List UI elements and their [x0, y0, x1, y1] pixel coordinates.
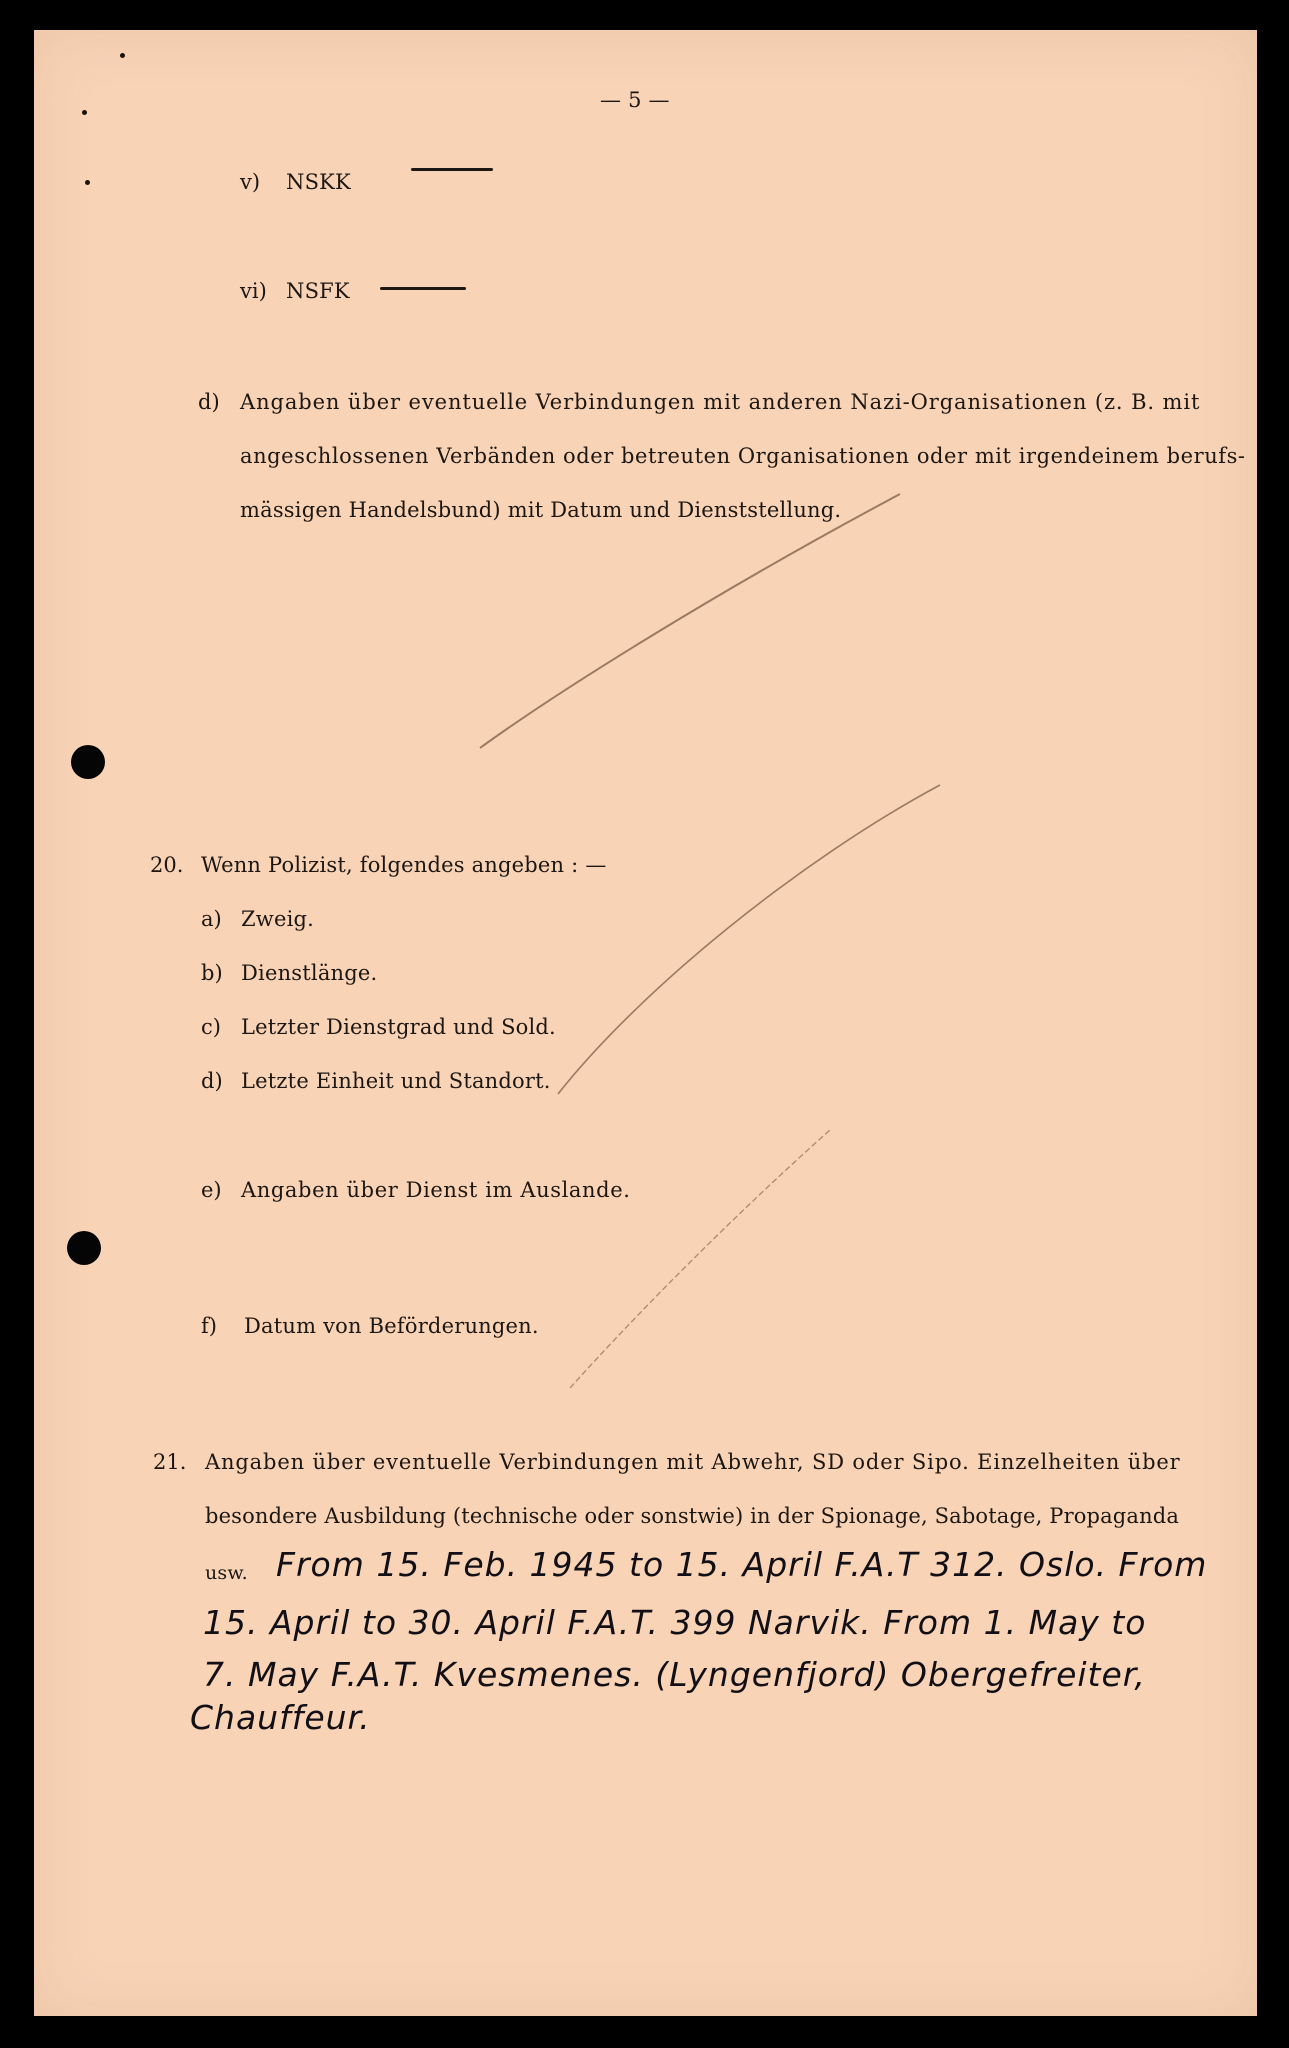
- q20-f-text: Datum von Beförderungen.: [244, 1314, 539, 1338]
- handwritten-answer-line-3: 7. May F.A.T. Kvesmenes. (Lyngenfjord) Obergefreiter,: [203, 1655, 1146, 1694]
- handwritten-answer-line-2: 15. April to 30. April F.A.T. 399 Narvik. From 1. May to: [203, 1603, 1147, 1642]
- question-21-line-1: Angaben über eventuelle Verbindungen mit Abwehr, SD oder Sipo. Einzelheiten über: [205, 1450, 1181, 1474]
- question-21-line-2: besondere Ausbildung (technische oder sonstwie) in der Spionage, Sabotage, Propaganda: [205, 1504, 1180, 1528]
- item-vi-label: vi): [240, 279, 267, 303]
- item-v-label: v): [240, 170, 261, 194]
- q20-e-label: e): [201, 1178, 222, 1202]
- item-d19-line-3: mässigen Handelsbund) mit Datum und Dienststellung.: [240, 498, 842, 522]
- item-d19-line-2: angeschlossenen Verbänden oder betreuten Organisationen oder mit irgendeinem berufs-: [240, 444, 1246, 468]
- q20-c-label: c): [201, 1015, 221, 1039]
- question-21-line-3: usw.: [205, 1562, 248, 1584]
- q20-d-label: d): [201, 1069, 223, 1093]
- handwritten-answer-line-4: Chauffeur.: [190, 1698, 371, 1737]
- question-20-text: Wenn Polizist, folgendes angeben : —: [201, 853, 607, 877]
- q20-a-text: Zweig.: [241, 907, 315, 931]
- pencil-stroke-middle: [558, 785, 940, 1094]
- page-number: — 5 —: [600, 88, 670, 112]
- q20-b-label: b): [201, 961, 223, 985]
- q20-e-text: Angaben über Dienst im Auslande.: [241, 1178, 631, 1202]
- item-d19-label: d): [198, 390, 220, 414]
- q20-b-text: Dienstlänge.: [241, 961, 378, 985]
- pencil-stroke-upper: [480, 494, 900, 748]
- item-vi-text: NSFK: [286, 279, 350, 303]
- q20-c-text: Letzter Dienstgrad und Sold.: [241, 1015, 556, 1039]
- item-d19-line-1: Angaben über eventuelle Verbindungen mit anderen Nazi-Organisationen (z. B. mit: [240, 390, 1201, 414]
- handwritten-answer-line-1: From 15. Feb. 1945 to 15. April F.A.T 312. Oslo. From: [276, 1545, 1208, 1584]
- q20-d-text: Letzte Einheit und Standort.: [241, 1069, 551, 1093]
- pencil-stroke-lower: [570, 1130, 830, 1388]
- q20-a-label: a): [201, 907, 222, 931]
- q20-f-label: f): [201, 1314, 217, 1338]
- item-v-text: NSKK: [286, 170, 351, 194]
- question-21-number: 21.: [153, 1450, 187, 1474]
- question-20-number: 20.: [150, 853, 184, 877]
